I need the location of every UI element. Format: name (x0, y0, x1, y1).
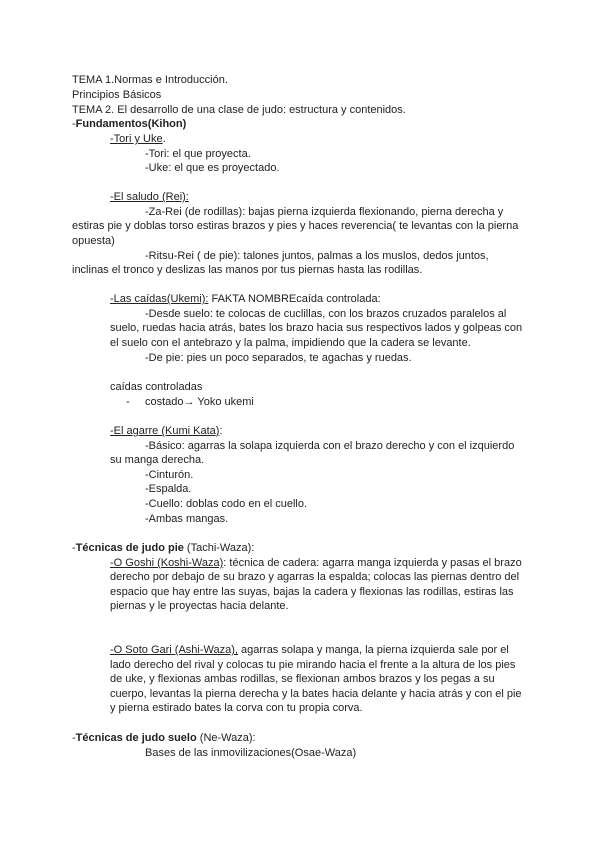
ogoshi-line-2: derecho por debajo de su brazo y agarras la espalda; colocas las piernas dentro del (110, 571, 520, 583)
bases-line: Bases de las inmovilizaciones(Osae-Waza) (145, 747, 357, 759)
agarre-basico-line-1: -Básico: agarras la solapa izquierda con el brazo derecho y con el izquierdo (145, 440, 515, 452)
caidas-title: -Las caídas(Ukemi): (110, 293, 209, 305)
tecnicas-pie-dash: - (72, 542, 76, 554)
ogoshi-line-3: espacio que hay entre las suyas, bajas la cadera y flexionas las rodillas, estiras las (110, 586, 514, 598)
agarre-ambas: -Ambas mangas. (145, 513, 229, 525)
osoto-line-1 (110, 643, 509, 657)
tori-line: -Tori: el que proyecta. (145, 148, 251, 160)
agarre-basico-line-2: su manga derecha. (110, 454, 205, 466)
caidas-controladas-title: caídas controladas (110, 381, 203, 393)
tecnicas-pie-suffix: (Tachi-Waza): (183, 542, 255, 554)
caidas-suelo-line-3: el suelo con el antebrazo y la palma, impidiendo que la cadera se levante. (110, 337, 471, 349)
osoto-line-4: cuerpo, levantas la pierna derecha y la bates hacia delante y hacia atrás y con el pie (110, 688, 522, 700)
caidas-bullet: costado→ Yoko ukemi (145, 396, 254, 408)
caidas-bullet-marker: - (126, 396, 130, 408)
tecnicas-suelo-title: Técnicas de judo suelo (75, 732, 197, 744)
zarei-line-3: opuesta) (72, 235, 115, 247)
fundamentos-title: Fundamentos(Kihon) (75, 118, 187, 130)
fundamentos-dash: - (72, 118, 76, 130)
tema1-line: TEMA 1.Normas e Introducción. (72, 74, 228, 86)
caidas-pie-line: -De pie: pies un poco separados, te agachas y ruedas. (145, 352, 412, 364)
caidas-suelo-line-1: -Desde suelo: te colocas de cuclillas, con los brazos cruzados paralelos al (145, 308, 507, 320)
ritsurei-line-1: -Ritsu-Rei ( de pie): talones juntos, palmas a los muslos, dedos juntos, (145, 250, 489, 262)
osoto-text-1: agarras solapa y manga, la pierna izquierda sale por el (237, 644, 509, 656)
agarre-cuello: -Cuello: doblas codo en el cuello. (145, 498, 308, 510)
osoto-line-2: lado derecho del rival y colocas tu pie mirando hacia el frente a la altura de los pies (110, 659, 516, 671)
caidas-suelo-line-2: suelo, ruedas hacia atrás, bates los brazo hacia sus respectivos lados y golpeas con (110, 322, 523, 334)
fundamentos-heading (72, 117, 186, 131)
tecnicas-pie-title: Técnicas de judo pie (75, 542, 184, 554)
agarre-title: -El agarre (Kumi Kata) (110, 425, 220, 437)
zarei-line-2: estiras pie y doblas torso estiras brazos y pies y haces reverencia( te levantas con la pierna (72, 220, 519, 232)
uke-line: -Uke: el que es proyectado. (145, 162, 280, 174)
tecnicas-suelo-suffix: (Ne-Waza): (196, 732, 256, 744)
agarre-heading (110, 424, 223, 438)
ritsurei-line-2: inclinas el tronco y deslizas las manos por tus piernas hasta las rodillas. (72, 264, 423, 276)
tecnicas-suelo-dash: - (72, 732, 76, 744)
caidas-title-rest: FAKTA NOMBREcaída controlada: (208, 293, 381, 305)
ogoshi-text-1: : técnica de cadera: agarra manga izquierda y pasas el brazo (223, 557, 522, 569)
caidas-heading (110, 292, 381, 306)
agarre-suffix: : (219, 425, 223, 437)
agarre-cinturon: -Cinturón. (145, 469, 194, 481)
agarre-espalda: -Espalda. (145, 483, 192, 495)
tori-uke-title: -Tori y Uke (110, 133, 163, 145)
tecnicas-suelo-heading (72, 731, 256, 745)
tori-uke-suffix: . (162, 133, 166, 145)
tecnicas-pie-heading (72, 541, 254, 555)
zarei-line-1: -Za-Rei (de rodillas): bajas pierna izquierda flexionando, pierna derecha y (145, 206, 504, 218)
osoto-line-5: y pierna estirado bates la corva con tu propia corva. (110, 702, 363, 714)
ogoshi-title: -O Goshi (Koshi-Waza) (110, 557, 224, 569)
ogoshi-line-1 (110, 556, 522, 570)
tori-uke-heading (110, 132, 166, 146)
tema2-line: TEMA 2. El desarrollo de una clase de judo: estructura y contenidos. (72, 104, 406, 116)
principios-line: Principios Básicos (72, 89, 162, 101)
ogoshi-line-4: piernas y le proyectas hacia delante. (110, 600, 289, 612)
osoto-line-3: de uke, y flexionas ambas rodillas, se flexionan ambos brazos y los pegas a su (110, 673, 495, 685)
osoto-title: -O Soto Gari (Ashi-Waza), (110, 644, 238, 656)
saludo-heading: -El saludo (Rei): (110, 191, 189, 203)
